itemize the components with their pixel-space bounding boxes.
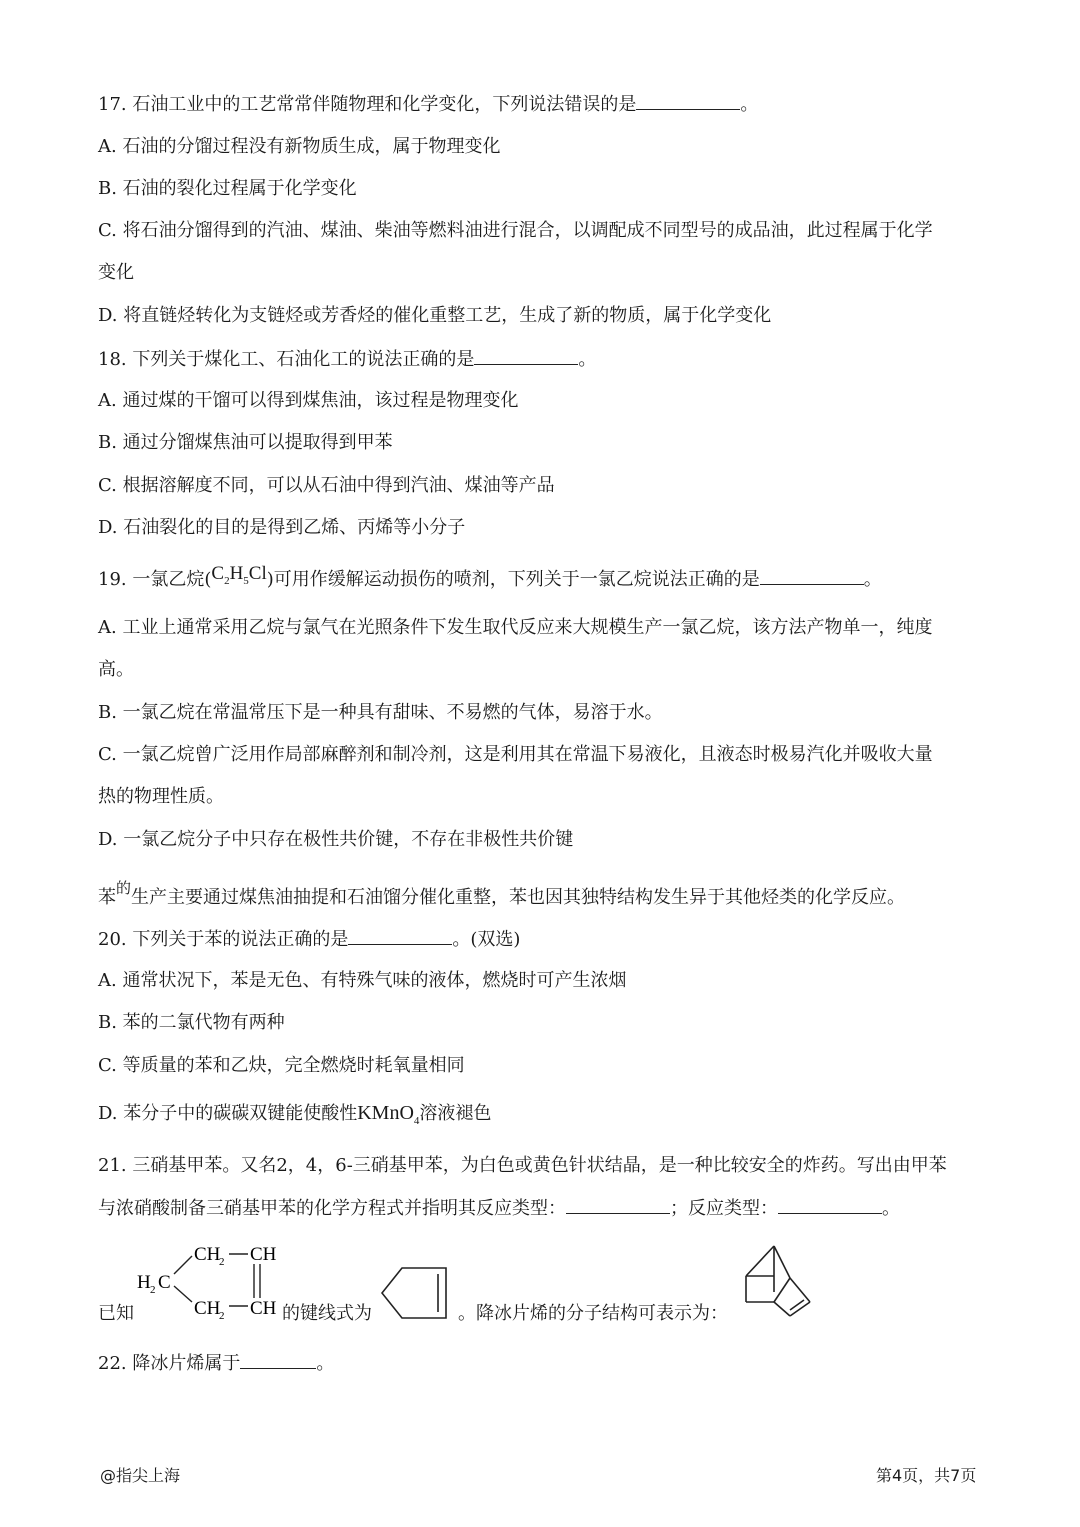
q20-stem: 20. 下列关于苯的说法正确的是 。(双选) xyxy=(98,929,521,950)
q17-answer-blank[interactable] xyxy=(636,93,740,110)
q19-option-c-cont: 热的物理性质。 xyxy=(98,786,224,807)
struct-ch2-bottom: CH xyxy=(194,1298,221,1319)
struct-ch-top: CH xyxy=(250,1244,277,1265)
svg-text:2: 2 xyxy=(219,1310,225,1322)
q18-option-a: A. 通过煤的干馏可以得到煤焦油，该过程是物理变化 xyxy=(98,390,519,411)
q18-stem: 18. 下列关于煤化工、石油化工的说法正确的是 。 xyxy=(98,349,597,370)
q19-stem: 19. 一氯乙烷$(C_2H_5Cl)$可用作缓解运动损伤的喷剂，下列关于一氯乙烷说法正确的是 。 xyxy=(98,563,882,590)
q22-stem: 22. 降冰片烯属于 。 xyxy=(98,1353,335,1374)
q21-reaction-type-blank[interactable] xyxy=(778,1197,882,1214)
q19-option-b: B. 一氯乙烷在常温常压下是一种具有甜味、不易燃的气体，易溶于水。 xyxy=(98,702,663,723)
q18-option-d: D. 石油裂化的目的是得到乙烯、丙烯等小分子 xyxy=(98,517,466,538)
svg-text:C: C xyxy=(158,1272,171,1293)
q20-option-c: C. 等质量的苯和乙炔，完全燃烧时耗氧量相同 xyxy=(98,1055,465,1076)
q20-answer-blank[interactable] xyxy=(348,928,452,945)
q17-option-c-cont: 变化 xyxy=(98,262,134,283)
q20-option-d: D. 苯分子中的碳碳双键能使酸性KMnO$_4$溶液褪色 xyxy=(98,1102,492,1127)
q19-option-d: D. 一氯乙烷分子中只存在极性共价键，不存在非极性共价键 xyxy=(98,829,574,850)
q17-option-c: C. 将石油分馏得到的汽油、煤油、柴油等燃料油进行混合，以调配成不同型号的成品油，此过程属于化学 xyxy=(98,220,933,241)
struct-ch2-top: CH xyxy=(194,1244,221,1265)
q18-option-b: B. 通过分馏煤焦油可以提取得到甲苯 xyxy=(98,432,393,453)
cyclopentene-condensed-structure xyxy=(128,1236,283,1328)
q21-equation-blank[interactable] xyxy=(566,1197,670,1214)
q21-stem: 21. 三硝基甲苯。又名2，4，6-三硝基甲苯，为白色或黄色针状结晶，是一种比较安全的炸药。写出由甲苯 xyxy=(98,1155,947,1176)
known-skeletal-label: 的键线式为 xyxy=(282,1303,372,1324)
struct-bond-upper-left xyxy=(174,1256,192,1274)
q19-option-a: A. 工业上通常采用乙烷与氯气在光照条件下发生取代反应来大规模生产一氯乙烷，该方法产物单一，纯度 xyxy=(98,617,933,638)
q22-answer-blank[interactable] xyxy=(240,1352,316,1369)
cyclopentene-skeletal-structure xyxy=(376,1262,456,1326)
q19-option-c: C. 一氯乙烷曾广泛用作局部麻醉剂和制冷剂，这是利用其在常温下易液化，且液态时极易汽化并吸收大量 xyxy=(98,744,933,765)
struct-h2c: H xyxy=(137,1272,151,1293)
q20-option-a: A. 通常状况下，苯是无色、有特殊气味的液体，燃烧时可产生浓烟 xyxy=(98,970,627,991)
benzene-intro: 苯$^的$生产主要通过煤焦油抽提和石油馏分催化重整，苯也因其独特结构发生异于其他烃类的化学反应。 xyxy=(98,879,906,908)
q19-option-a-cont: 高。 xyxy=(98,659,134,680)
q20-option-b: B. 苯的二氯代物有两种 xyxy=(98,1012,285,1033)
cyclopentene-ring xyxy=(382,1268,446,1318)
known-label: 已知 xyxy=(98,1303,134,1324)
q21-stem-cont: 与浓硝酸制备三硝基甲苯的化学方程式并指明其反应类型： ；反应类型： 。 xyxy=(98,1198,900,1219)
q19-answer-blank[interactable] xyxy=(760,568,864,585)
q17-stem: 17. 石油工业中的工艺常常伴随物理和化学变化，下列说法错误的是 。 xyxy=(98,94,759,115)
norbornene-label: 。降冰片烯的分子结构可表示为： xyxy=(458,1303,728,1324)
svg-text:2: 2 xyxy=(150,1284,156,1296)
struct-ch-bottom: CH xyxy=(250,1298,277,1319)
q17-option-a: A. 石油的分馏过程没有新物质生成，属于物理变化 xyxy=(98,136,501,157)
q18-answer-blank[interactable] xyxy=(474,348,578,365)
q17-option-d: D. 将直链烃转化为支链烃或芳香烃的催化重整工艺，生成了新的物质，属于化学变化 xyxy=(98,305,772,326)
chloroethane-formula: $C_2H_5Cl$ xyxy=(211,563,267,587)
svg-text:2: 2 xyxy=(219,1256,225,1268)
footer-source: @指尖上海 xyxy=(100,1466,181,1485)
kmno4-formula: KMnO$_4$ xyxy=(357,1102,420,1127)
struct-bond-lower-left xyxy=(174,1286,192,1302)
q18-option-c: C. 根据溶解度不同，可以从石油中得到汽油、煤油等产品 xyxy=(98,475,555,496)
norbornene-structure xyxy=(738,1242,818,1322)
q17-option-b: B. 石油的裂化过程属于化学变化 xyxy=(98,178,357,199)
footer-page-number: 第4页，共7页 xyxy=(876,1466,977,1485)
norbornene-double-bond-a xyxy=(790,1302,810,1316)
